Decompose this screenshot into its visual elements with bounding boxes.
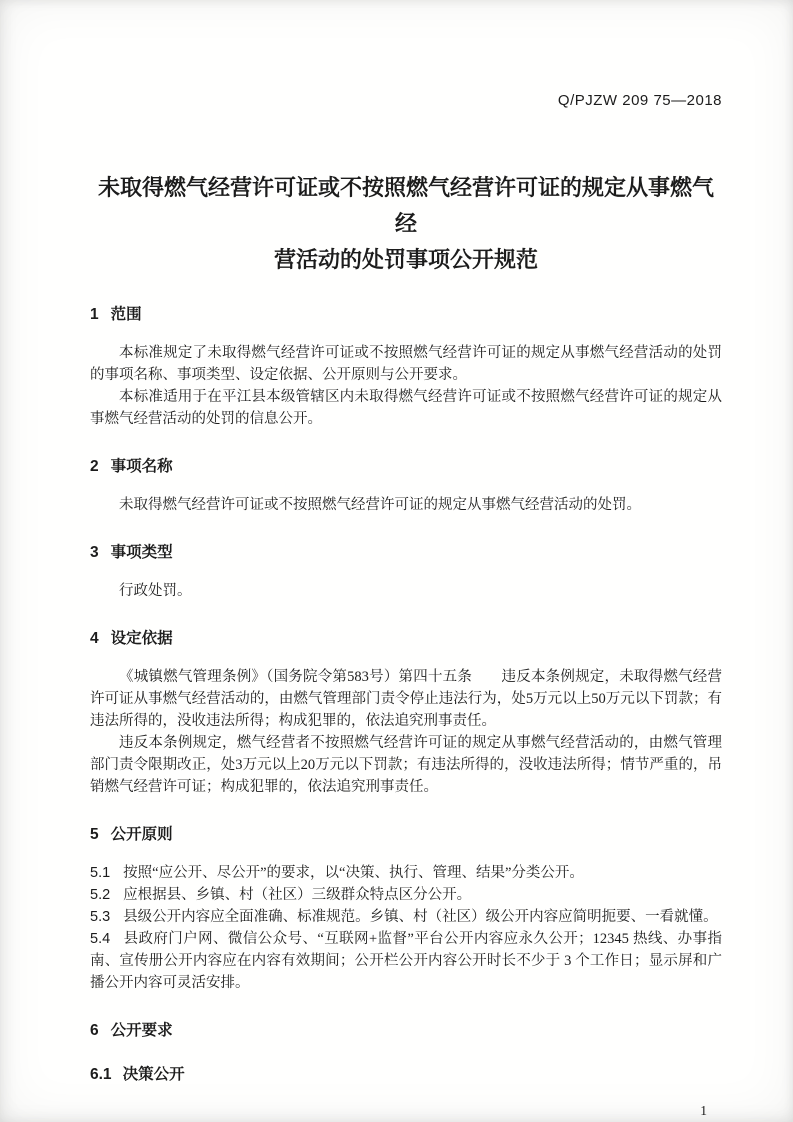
subclause-heading-decision-disclosure — [90, 1066, 722, 1083]
section-disclosure-principles — [90, 826, 722, 994]
section-title: 公开要求 — [110, 1022, 173, 1039]
clause-text: 应根据县、乡镇、村（社区）三级群众特点区分公开。 — [123, 887, 472, 903]
clause-text: 县政府门户网、微信公众号、“互联网+监督”平台公开内容应永久公开；12345 热线、办事指南、宣传册公开内容应在内容有效期间；公开栏公开内容公开时长不少于 3 个工作日；显示屏和广播公开内容可灵活安排。 — [90, 931, 722, 991]
section-number: 4 — [90, 630, 99, 647]
section-title: 事项名称 — [110, 458, 173, 475]
section-heading-scope — [90, 306, 722, 323]
section-title: 范围 — [110, 306, 142, 323]
section-item-type — [90, 544, 722, 602]
section-number: 1 — [90, 306, 99, 323]
clause-text: 县级公开内容应全面准确、标准规范。乡镇、村（社区）级公开内容应简明扼要、一看就懂。 — [123, 909, 718, 925]
section-heading-legal-basis — [90, 630, 722, 647]
section-number: 6 — [90, 1022, 99, 1039]
section-scope — [90, 306, 722, 430]
section-disclosure-requirements — [90, 1022, 722, 1083]
section-title: 设定依据 — [110, 630, 173, 647]
section-legal-basis — [90, 630, 722, 798]
clause-item — [90, 928, 722, 994]
clause-item — [90, 906, 722, 928]
section-title: 公开原则 — [110, 826, 173, 843]
section-heading-disclosure-requirements — [90, 1022, 722, 1039]
doc-title-line-1: 未取得燃气经营许可证或不按照燃气经营许可证的规定从事燃气经 — [97, 175, 714, 236]
section-number: 2 — [90, 458, 99, 475]
section-number: 3 — [90, 544, 99, 561]
paragraph: 《城镇燃气管理条例》（国务院令第583号）第四十五条 违反本条例规定，未取得燃气经营许可证从事燃气经营活动的，由燃气管理部门责令停止违法行为，处5万元以上50万元以下罚款；有违法所得的，没收违法所得；构成犯罪的，依法追究刑事责任。 — [90, 669, 722, 729]
clause-item — [90, 862, 722, 884]
doc-title — [90, 170, 722, 278]
section-heading-item-type — [90, 544, 722, 561]
clause-number: 5.4 — [90, 931, 111, 947]
paragraph: 行政处罚。 — [119, 583, 192, 599]
clause-item — [90, 884, 722, 906]
subclause-number: 6.1 — [90, 1066, 112, 1083]
paragraph: 未取得燃气经营许可证或不按照燃气经营许可证的规定从事燃气经营活动的处罚。 — [119, 497, 641, 513]
subclause-title: 决策公开 — [122, 1066, 185, 1083]
clause-number: 5.2 — [90, 887, 111, 903]
doc-title-line-2: 营活动的处罚事项公开规范 — [273, 247, 538, 272]
clause-number: 5.3 — [90, 909, 111, 925]
section-heading-item-name — [90, 458, 722, 475]
paragraph: 本标准适用于在平江县本级管辖区内未取得燃气经营许可证或不按照燃气经营许可证的规定从事燃气经营活动的处罚的信息公开。 — [90, 389, 722, 427]
paragraph: 违反本条例规定，燃气经营者不按照燃气经营许可证的规定从事燃气经营活动的，由燃气管理部门责令限期改正，处3万元以上20万元以下罚款；有违法所得的，没收违法所得；情节严重的，吊销燃气经营许可证；构成犯罪的，依法追究刑事责任。 — [90, 735, 722, 795]
section-item-name — [90, 458, 722, 516]
clause-text: 按照“应公开、尽公开”的要求，以“决策、执行、管理、结果”分类公开。 — [123, 865, 584, 881]
section-title: 事项类型 — [110, 544, 173, 561]
section-heading-disclosure-principles — [90, 826, 722, 843]
paragraph: 本标准规定了未取得燃气经营许可证或不按照燃气经营许可证的规定从事燃气经营活动的处罚的事项名称、事项类型、设定依据、公开原则与公开要求。 — [90, 345, 722, 383]
page-number: 1 — [700, 1103, 707, 1118]
section-number: 5 — [90, 826, 99, 843]
clause-number: 5.1 — [90, 865, 111, 881]
doc-standard-number: Q/PJZW 209 75—2018 — [557, 92, 722, 109]
